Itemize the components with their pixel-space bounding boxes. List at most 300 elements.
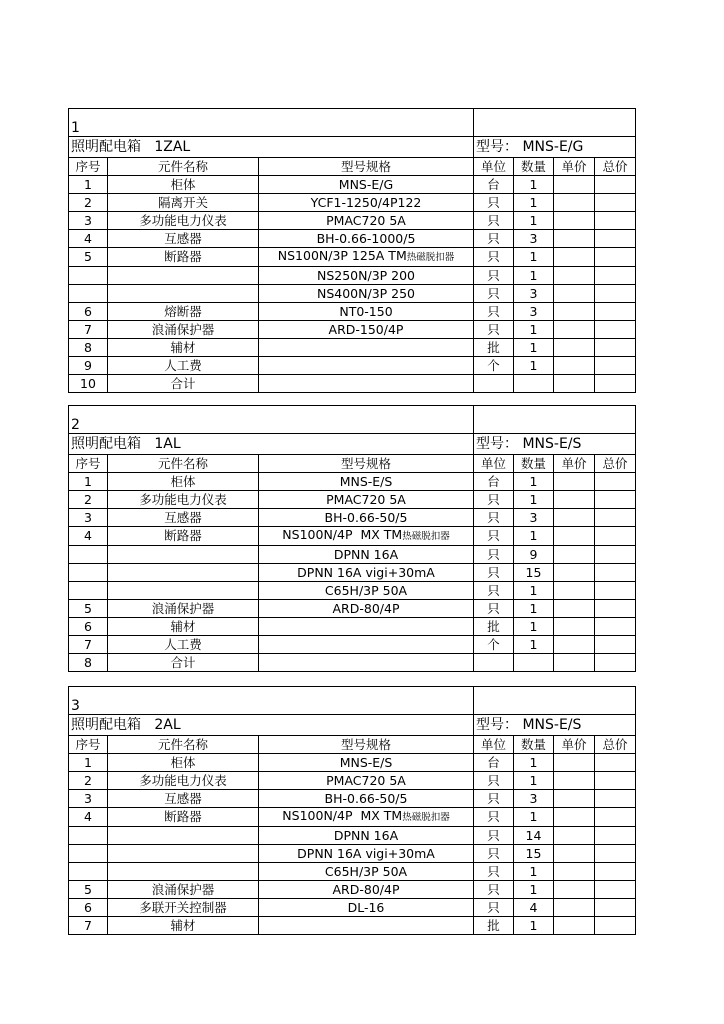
table-row (69, 618, 636, 636)
cell-total (595, 527, 636, 546)
cell-name: 合计 (108, 654, 259, 672)
cell-price (554, 546, 595, 564)
cell-name: 浪涌保护器 (108, 321, 259, 339)
cell-name (108, 845, 259, 863)
header-price: 单价 (554, 158, 595, 176)
cell-seq: 5 (69, 600, 108, 618)
header-name: 元件名称 (108, 736, 259, 754)
cell-name: 柜体 (108, 176, 259, 194)
cell-spec (259, 321, 474, 339)
cell-spec (259, 772, 474, 790)
cell-qty: 1 (514, 248, 554, 267)
cell-qty: 1 (514, 212, 554, 230)
cell-qty: 15 (514, 845, 554, 863)
spec-text: NS100N/4P MX TM (282, 527, 403, 542)
table-row (69, 899, 636, 917)
cell-name: 多功能电力仪表 (108, 212, 259, 230)
spec-text: DPNN 16A vigi+30mA (297, 564, 435, 580)
table-row (69, 754, 636, 772)
cell-name: 人工费 (108, 636, 259, 654)
cell-price (554, 176, 595, 194)
cell-unit: 个 (474, 357, 514, 375)
cell-total (595, 754, 636, 772)
cell-price (554, 527, 595, 546)
cell-spec (259, 357, 474, 375)
cell-unit: 只 (474, 600, 514, 618)
cell-unit: 只 (474, 212, 514, 230)
table-row (69, 790, 636, 808)
cell-spec (259, 899, 474, 917)
cell-seq (69, 267, 108, 285)
cell-seq (69, 564, 108, 582)
table-row (69, 491, 636, 509)
table-row (69, 285, 636, 303)
cell-name: 互感器 (108, 790, 259, 808)
cell-spec (259, 546, 474, 564)
equipment-table-2 (68, 405, 636, 672)
cell-qty: 1 (514, 772, 554, 790)
equipment-table-3 (68, 686, 636, 935)
cell-total (595, 321, 636, 339)
cell-total (595, 881, 636, 899)
cell-qty: 1 (514, 357, 554, 375)
table-row (69, 303, 636, 321)
header-spec: 型号规格 (259, 455, 474, 473)
cell-price (554, 491, 595, 509)
cell-name: 断路器 (108, 527, 259, 546)
cell-unit: 只 (474, 303, 514, 321)
cell-unit: 只 (474, 194, 514, 212)
cell-total (595, 772, 636, 790)
cell-name: 隔离开关 (108, 194, 259, 212)
cell-name (108, 285, 259, 303)
blank-cell (474, 687, 636, 715)
cell-unit: 只 (474, 881, 514, 899)
cell-name: 多功能电力仪表 (108, 772, 259, 790)
cell-total (595, 863, 636, 881)
cell-price (554, 654, 595, 672)
header-price: 单价 (554, 736, 595, 754)
cell-total (595, 845, 636, 863)
cell-seq: 1 (69, 473, 108, 491)
cell-spec (259, 509, 474, 527)
cell-spec (259, 564, 474, 582)
cell-price (554, 375, 595, 393)
cell-spec (259, 248, 474, 267)
cell-qty: 1 (514, 267, 554, 285)
cell-qty: 1 (514, 194, 554, 212)
cell-price (554, 564, 595, 582)
cell-qty: 4 (514, 899, 554, 917)
cell-total (595, 176, 636, 194)
cell-seq: 4 (69, 527, 108, 546)
cabinet-model: 型号： MNS-E/S (474, 434, 636, 455)
cell-spec (259, 473, 474, 491)
cell-seq: 8 (69, 654, 108, 672)
cell-qty: 14 (514, 827, 554, 845)
cell-unit: 只 (474, 845, 514, 863)
cell-qty: 1 (514, 527, 554, 546)
cell-unit: 批 (474, 618, 514, 636)
cabinet-title: 照明配电箱 2AL (69, 715, 474, 736)
cell-spec (259, 863, 474, 881)
cell-qty: 3 (514, 230, 554, 248)
cell-qty: 1 (514, 321, 554, 339)
cell-name (108, 863, 259, 881)
cell-name (108, 267, 259, 285)
cabinet-title: 照明配电箱 1AL (69, 434, 474, 455)
cell-seq: 3 (69, 790, 108, 808)
cell-total (595, 636, 636, 654)
cell-name: 辅材 (108, 618, 259, 636)
spec-suffix-text: 热磁脱扣器 (402, 812, 450, 823)
cell-total (595, 473, 636, 491)
cell-seq: 2 (69, 491, 108, 509)
cell-name: 辅材 (108, 339, 259, 357)
cell-seq: 6 (69, 618, 108, 636)
cell-price (554, 230, 595, 248)
cell-name: 断路器 (108, 248, 259, 267)
table-row (69, 473, 636, 491)
cell-qty: 1 (514, 600, 554, 618)
spec-text: PMAC720 5A (326, 212, 406, 228)
table-row (69, 509, 636, 527)
cell-qty: 9 (514, 546, 554, 564)
cell-unit: 只 (474, 491, 514, 509)
column-header-row (69, 736, 636, 754)
cell-unit: 只 (474, 863, 514, 881)
table-row (69, 636, 636, 654)
cell-unit: 只 (474, 267, 514, 285)
blank-cell (474, 406, 636, 434)
cell-unit (474, 375, 514, 393)
header-price: 单价 (554, 455, 595, 473)
cell-total (595, 917, 636, 935)
cell-qty: 1 (514, 176, 554, 194)
table-row (69, 527, 636, 546)
cell-seq: 2 (69, 194, 108, 212)
cell-name: 断路器 (108, 808, 259, 827)
table-row (69, 357, 636, 375)
cell-seq: 3 (69, 212, 108, 230)
cell-name: 互感器 (108, 509, 259, 527)
cell-unit: 只 (474, 808, 514, 827)
spec-text: ARD-80/4P (332, 600, 400, 616)
spec-text: DPNN 16A vigi+30mA (297, 845, 435, 861)
cell-price (554, 600, 595, 618)
header-qty: 数量 (514, 736, 554, 754)
spec-suffix-text: 热磁脱扣器 (402, 531, 450, 542)
cell-seq: 8 (69, 339, 108, 357)
cell-name: 多联开关控制器 (108, 899, 259, 917)
cell-price (554, 845, 595, 863)
cell-name: 多功能电力仪表 (108, 491, 259, 509)
cell-spec (259, 881, 474, 899)
cell-spec (259, 618, 474, 636)
cell-seq: 7 (69, 321, 108, 339)
header-unit: 单位 (474, 455, 514, 473)
cell-spec (259, 194, 474, 212)
cabinet-model: 型号： MNS-E/S (474, 715, 636, 736)
spec-text: DPNN 16A (333, 546, 399, 562)
header-name: 元件名称 (108, 158, 259, 176)
header-seq: 序号 (69, 158, 108, 176)
cell-name: 合计 (108, 375, 259, 393)
table-number: 2 (69, 406, 474, 434)
cell-price (554, 808, 595, 827)
cell-qty: 1 (514, 473, 554, 491)
cell-price (554, 194, 595, 212)
cell-seq (69, 546, 108, 564)
header-unit: 单位 (474, 736, 514, 754)
cell-name: 柜体 (108, 473, 259, 491)
cell-unit: 只 (474, 827, 514, 845)
cell-price (554, 267, 595, 285)
cell-total (595, 827, 636, 845)
cell-unit: 只 (474, 527, 514, 546)
cabinet-model: 型号： MNS-E/G (474, 137, 636, 158)
cell-seq (69, 582, 108, 600)
cell-spec (259, 285, 474, 303)
cell-total (595, 339, 636, 357)
cell-unit: 个 (474, 636, 514, 654)
table-title-row (69, 715, 636, 736)
spec-text: BH-0.66-50/5 (324, 790, 408, 806)
cell-spec (259, 827, 474, 845)
cell-total (595, 285, 636, 303)
column-header-row (69, 455, 636, 473)
cell-spec (259, 600, 474, 618)
cell-spec (259, 845, 474, 863)
cell-qty: 15 (514, 564, 554, 582)
table-row (69, 564, 636, 582)
cell-price (554, 881, 595, 899)
table-number-row (69, 109, 636, 137)
cell-unit: 只 (474, 564, 514, 582)
spec-text: YCF1-1250/4P122 (310, 194, 422, 210)
table-row (69, 582, 636, 600)
cell-name: 浪涌保护器 (108, 600, 259, 618)
cell-seq (69, 863, 108, 881)
cell-name: 熔断器 (108, 303, 259, 321)
header-unit: 单位 (474, 158, 514, 176)
cell-price (554, 899, 595, 917)
cell-seq: 7 (69, 636, 108, 654)
cell-qty: 1 (514, 618, 554, 636)
cell-unit: 只 (474, 509, 514, 527)
cell-total (595, 546, 636, 564)
cell-spec (259, 212, 474, 230)
cell-total (595, 600, 636, 618)
table-row (69, 772, 636, 790)
cell-total (595, 375, 636, 393)
cell-name (108, 827, 259, 845)
cell-spec (259, 303, 474, 321)
table-number-row (69, 687, 636, 715)
cell-price (554, 285, 595, 303)
header-spec: 型号规格 (259, 736, 474, 754)
table-row (69, 881, 636, 899)
cell-total (595, 357, 636, 375)
cell-unit: 只 (474, 899, 514, 917)
cell-unit: 批 (474, 339, 514, 357)
cell-spec (259, 754, 474, 772)
cell-spec (259, 654, 474, 672)
cell-qty (514, 654, 554, 672)
cell-unit: 只 (474, 248, 514, 267)
spec-text: PMAC720 5A (326, 491, 406, 507)
cell-name: 辅材 (108, 917, 259, 935)
cell-price (554, 618, 595, 636)
cell-total (595, 248, 636, 267)
spec-text: DPNN 16A (333, 827, 399, 843)
cabinet-title: 照明配电箱 1ZAL (69, 137, 474, 158)
column-header-row (69, 158, 636, 176)
cell-seq (69, 827, 108, 845)
spec-text: ARD-80/4P (332, 881, 400, 897)
cell-unit: 只 (474, 230, 514, 248)
cell-total (595, 654, 636, 672)
cell-seq: 1 (69, 176, 108, 194)
cell-price (554, 754, 595, 772)
spec-text: NT0-150 (339, 303, 393, 319)
cell-price (554, 509, 595, 527)
cell-spec (259, 808, 474, 827)
cell-price (554, 321, 595, 339)
spec-text: BH-0.66-1000/5 (316, 230, 416, 246)
cell-price (554, 212, 595, 230)
cell-unit: 只 (474, 546, 514, 564)
table-row (69, 827, 636, 845)
header-total: 总价 (595, 158, 636, 176)
cell-spec (259, 267, 474, 285)
cell-unit: 只 (474, 772, 514, 790)
cell-total (595, 212, 636, 230)
cell-seq: 4 (69, 808, 108, 827)
table-row (69, 194, 636, 212)
cell-qty: 1 (514, 339, 554, 357)
cell-price (554, 917, 595, 935)
spec-text: BH-0.66-50/5 (324, 509, 408, 525)
table-row (69, 808, 636, 827)
spec-text: NS100N/3P 125A TM (277, 248, 407, 263)
table-row (69, 339, 636, 357)
cell-spec (259, 636, 474, 654)
cell-price (554, 582, 595, 600)
cell-spec (259, 491, 474, 509)
cell-name: 柜体 (108, 754, 259, 772)
cell-price (554, 248, 595, 267)
cell-name: 人工费 (108, 357, 259, 375)
cell-seq (69, 285, 108, 303)
table-row (69, 654, 636, 672)
cell-qty: 3 (514, 509, 554, 527)
cell-qty: 1 (514, 808, 554, 827)
cell-qty: 3 (514, 303, 554, 321)
header-qty: 数量 (514, 158, 554, 176)
cell-unit: 台 (474, 176, 514, 194)
cell-spec (259, 339, 474, 357)
cell-unit: 只 (474, 790, 514, 808)
cell-unit: 只 (474, 285, 514, 303)
cell-spec (259, 375, 474, 393)
equipment-table-1 (68, 108, 636, 393)
table-title-row (69, 137, 636, 158)
cell-qty: 1 (514, 754, 554, 772)
cell-seq: 10 (69, 375, 108, 393)
table-row (69, 176, 636, 194)
table-row (69, 917, 636, 935)
cell-qty: 3 (514, 790, 554, 808)
cell-price (554, 357, 595, 375)
cell-seq: 6 (69, 899, 108, 917)
cell-unit: 批 (474, 917, 514, 935)
header-spec: 型号规格 (259, 158, 474, 176)
cell-total (595, 564, 636, 582)
cell-spec (259, 230, 474, 248)
cell-price (554, 636, 595, 654)
table-row (69, 321, 636, 339)
cell-total (595, 491, 636, 509)
spec-text: MNS-E/S (339, 754, 393, 770)
cell-price (554, 827, 595, 845)
cell-seq: 7 (69, 917, 108, 935)
cell-spec (259, 790, 474, 808)
cell-qty: 1 (514, 491, 554, 509)
table-number: 1 (69, 109, 474, 137)
cell-price (554, 303, 595, 321)
cell-total (595, 899, 636, 917)
cell-qty (514, 375, 554, 393)
cell-seq: 2 (69, 772, 108, 790)
table-row (69, 600, 636, 618)
table-row (69, 546, 636, 564)
blank-cell (474, 109, 636, 137)
cell-seq (69, 845, 108, 863)
table-row (69, 375, 636, 393)
cell-price (554, 339, 595, 357)
cell-spec (259, 527, 474, 546)
cell-name (108, 546, 259, 564)
cell-spec (259, 582, 474, 600)
cell-name: 浪涌保护器 (108, 881, 259, 899)
cell-total (595, 230, 636, 248)
spec-text: MNS-E/S (339, 473, 393, 489)
cell-qty: 1 (514, 582, 554, 600)
cell-seq: 5 (69, 881, 108, 899)
cell-total (595, 582, 636, 600)
cell-total (595, 509, 636, 527)
spec-text: NS100N/4P MX TM (282, 808, 403, 823)
header-total: 总价 (595, 736, 636, 754)
cell-unit: 台 (474, 754, 514, 772)
header-seq: 序号 (69, 455, 108, 473)
spec-text: C65H/3P 50A (324, 582, 408, 598)
cell-name (108, 582, 259, 600)
cell-price (554, 772, 595, 790)
table-number-row (69, 406, 636, 434)
spec-text: NS250N/3P 200 (316, 267, 416, 283)
cell-price (554, 863, 595, 881)
cell-total (595, 267, 636, 285)
table-title-row (69, 434, 636, 455)
cell-qty: 1 (514, 863, 554, 881)
table-row (69, 248, 636, 267)
cell-seq: 6 (69, 303, 108, 321)
table-row (69, 845, 636, 863)
spec-text: PMAC720 5A (326, 772, 406, 788)
cell-seq: 9 (69, 357, 108, 375)
